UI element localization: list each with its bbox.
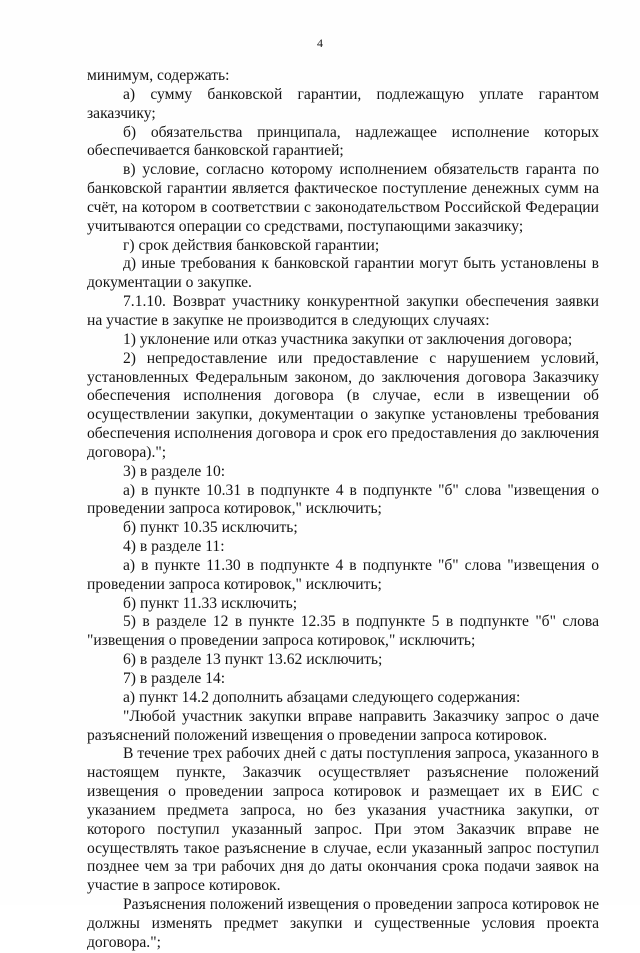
document-body [87, 67, 599, 953]
paragraph: 3) в разделе 10: [123, 462, 226, 480]
paragraph: В течение трех рабочих дней с даты поступления запроса, указанного в настоящем пункте, Заказчик осуществляет разъяснение положений извещения о проведении запроса котировок и размещает их в ЕИС с указанием предмета запроса, но без указания участника закупки, от которого поступил указанный запрос. При этом Заказчик вправе не осуществлять такое разъяснение в случае, если указанный запрос поступил позднее чем за три рабочих дня до даты окончания срока подачи заявок на участие в запросе котировок. [87, 745, 599, 895]
paragraph: б) пункт 10.35 исключить; [123, 519, 298, 537]
paragraph: 5) в разделе 12 в пункте 12.35 в подпункте 5 в подпункте "б" слова "извещения о проведении запроса котировок," исключить; [87, 613, 599, 650]
paragraph: Разъяснения положений извещения о проведении запроса котировок не должны изменять предмет закупки и существенные условия проекта договора."; [87, 896, 599, 951]
paragraph: а) в пункте 11.30 в подпункте 4 в подпункте "б" слова "извещения о проведении запроса котировок," исключить; [87, 556, 599, 593]
paragraph: "Любой участник закупки вправе направить Заказчику запрос о даче разъяснений положений извещения о проведении запроса котировок. [87, 707, 599, 744]
paragraph: г) срок действия банковской гарантии; [123, 236, 380, 254]
paragraph: б) обязательства принципала, надлежащее исполнение которых обеспечивается банковской гарантией; [87, 123, 599, 160]
paragraph: минимум, содержать: [87, 67, 230, 84]
paragraph: 7.1.10. Возврат участнику конкурентной закупки обеспечения заявки на участие в закупке не производится в следующих случаях: [87, 293, 599, 329]
paragraph: а) в пункте 10.31 в подпункте 4 в подпункте "б" слова "извещения о проведении запроса котировок," исключить; [87, 481, 599, 518]
paragraph: 1) уклонение или отказ участника закупки от заключения договора; [123, 330, 573, 348]
paragraph: б) пункт 11.33 исключить; [123, 594, 298, 612]
paragraph: в) условие, согласно которому исполнением обязательств гаранта по банковской гарантии является фактическое поступление денежных сумм на счёт, на котором в соответствии с законодательством Российской Федерации учитываются операции со средствами, поступающими заказчику; [87, 161, 599, 235]
paragraph: а) сумму банковской гарантии, подлежащую уплате гарантом заказчику; [87, 85, 599, 122]
paragraph: 7) в разделе 14: [123, 670, 226, 687]
paragraph: 2) непредоставление или предоставление с нарушением условий, установленных Федеральным законом, до заключения договора Заказчику обеспечения исполнения договора (в случае, если в извещении об осуществлении закупки, документации о закупке установлены требования обеспечения исполнения договора и срок его предоставления до заключения договора)."; [87, 349, 599, 461]
paragraph: д) иные требования к банковской гарантии могут быть установлены в документации о закупке. [87, 255, 599, 292]
page-number: 4 [317, 36, 323, 50]
paragraph: 4) в разделе 11: [123, 538, 225, 556]
paragraph: а) пункт 14.2 дополнить абзацами следующего содержания: [123, 688, 521, 706]
paragraph: 6) в разделе 13 пункт 13.62 исключить; [123, 651, 383, 669]
